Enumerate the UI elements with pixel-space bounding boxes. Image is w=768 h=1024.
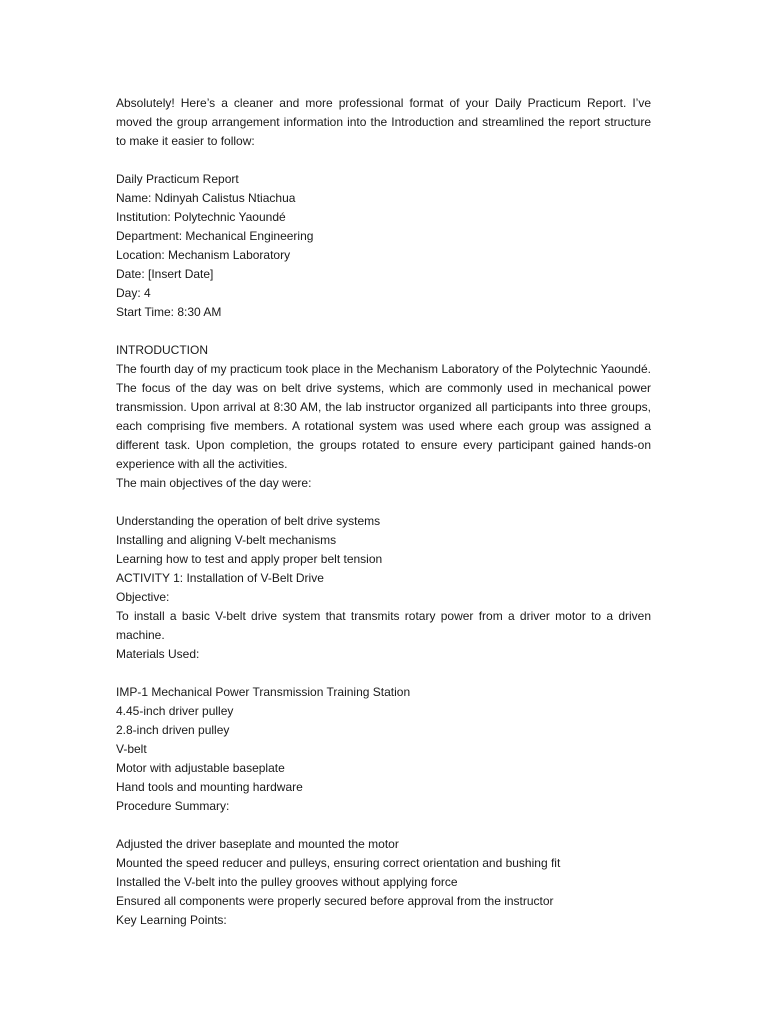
spacer (116, 322, 651, 341)
spacer (116, 816, 651, 835)
objective-item: Learning how to test and apply proper belt tension (116, 552, 383, 566)
activity-1-section (116, 569, 651, 930)
spacer (116, 493, 651, 512)
material-item: Hand tools and mounting hardware (116, 780, 303, 794)
introduction-heading: INTRODUCTION (116, 343, 208, 357)
day-field: Day: 4 (116, 286, 151, 300)
objective-label: Objective: (116, 590, 170, 604)
material-item: 2.8-inch driven pulley (116, 723, 230, 737)
objective-text: To install a basic V-belt drive system that transmits rotary power from a driver motor to a driven machine. (116, 609, 651, 642)
report-header (116, 170, 651, 322)
introduction-body: The fourth day of my practicum took place in the Mechanism Laboratory of the Polytechnic Yaoundé. The focus of the day was on belt drive systems, which are commonly used in mechanical power transmission. Upon arrival at 8:30 AM, the lab instructor organized all participants into three groups, each comprising five members. A rotational system was used where each group was assigned a different task. Upon completion, the groups rotated to ensure every participant gained hands-on experience with all the activities. (116, 362, 651, 471)
material-item: IMP-1 Mechanical Power Transmission Training Station (116, 685, 411, 699)
activity-1-heading: ACTIVITY 1: Installation of V-Belt Drive (116, 571, 324, 585)
report-title: Daily Practicum Report (116, 172, 239, 186)
objectives-label: The main objectives of the day were: (116, 476, 312, 490)
materials-label: Materials Used: (116, 647, 200, 661)
procedure-step: Installed the V-belt into the pulley grooves without applying force (116, 875, 458, 889)
procedure-label: Procedure Summary: (116, 799, 230, 813)
spacer (116, 151, 651, 170)
procedure-step: Mounted the speed reducer and pulleys, ensuring correct orientation and bushing fit (116, 856, 561, 870)
procedure-step: Ensured all components were properly secured before approval from the instructor (116, 894, 554, 908)
key-points-label: Key Learning Points: (116, 913, 227, 927)
department-field: Department: Mechanical Engineering (116, 229, 314, 243)
name-field: Name: Ndinyah Calistus Ntiachua (116, 191, 296, 205)
introduction-section (116, 341, 651, 569)
material-item: 4.45-inch driver pulley (116, 704, 234, 718)
material-item: Motor with adjustable baseplate (116, 761, 285, 775)
spacer (116, 664, 651, 683)
intro-note: Absolutely! Here’s a cleaner and more professional format of your Daily Practicum Report. I’ve moved the group arrangement information into the Introduction and streamlined the report structure to make it easier to follow: (116, 96, 651, 148)
institution-field: Institution: Polytechnic Yaoundé (116, 210, 286, 224)
date-field: Date: [Insert Date] (116, 267, 214, 281)
procedure-step: Adjusted the driver baseplate and mounted the motor (116, 837, 399, 851)
start-time-field: Start Time: 8:30 AM (116, 305, 222, 319)
objective-item: Installing and aligning V-belt mechanisms (116, 533, 337, 547)
document-page (116, 94, 651, 930)
material-item: V-belt (116, 742, 147, 756)
objective-item: Understanding the operation of belt drive systems (116, 514, 381, 528)
location-field: Location: Mechanism Laboratory (116, 248, 291, 262)
